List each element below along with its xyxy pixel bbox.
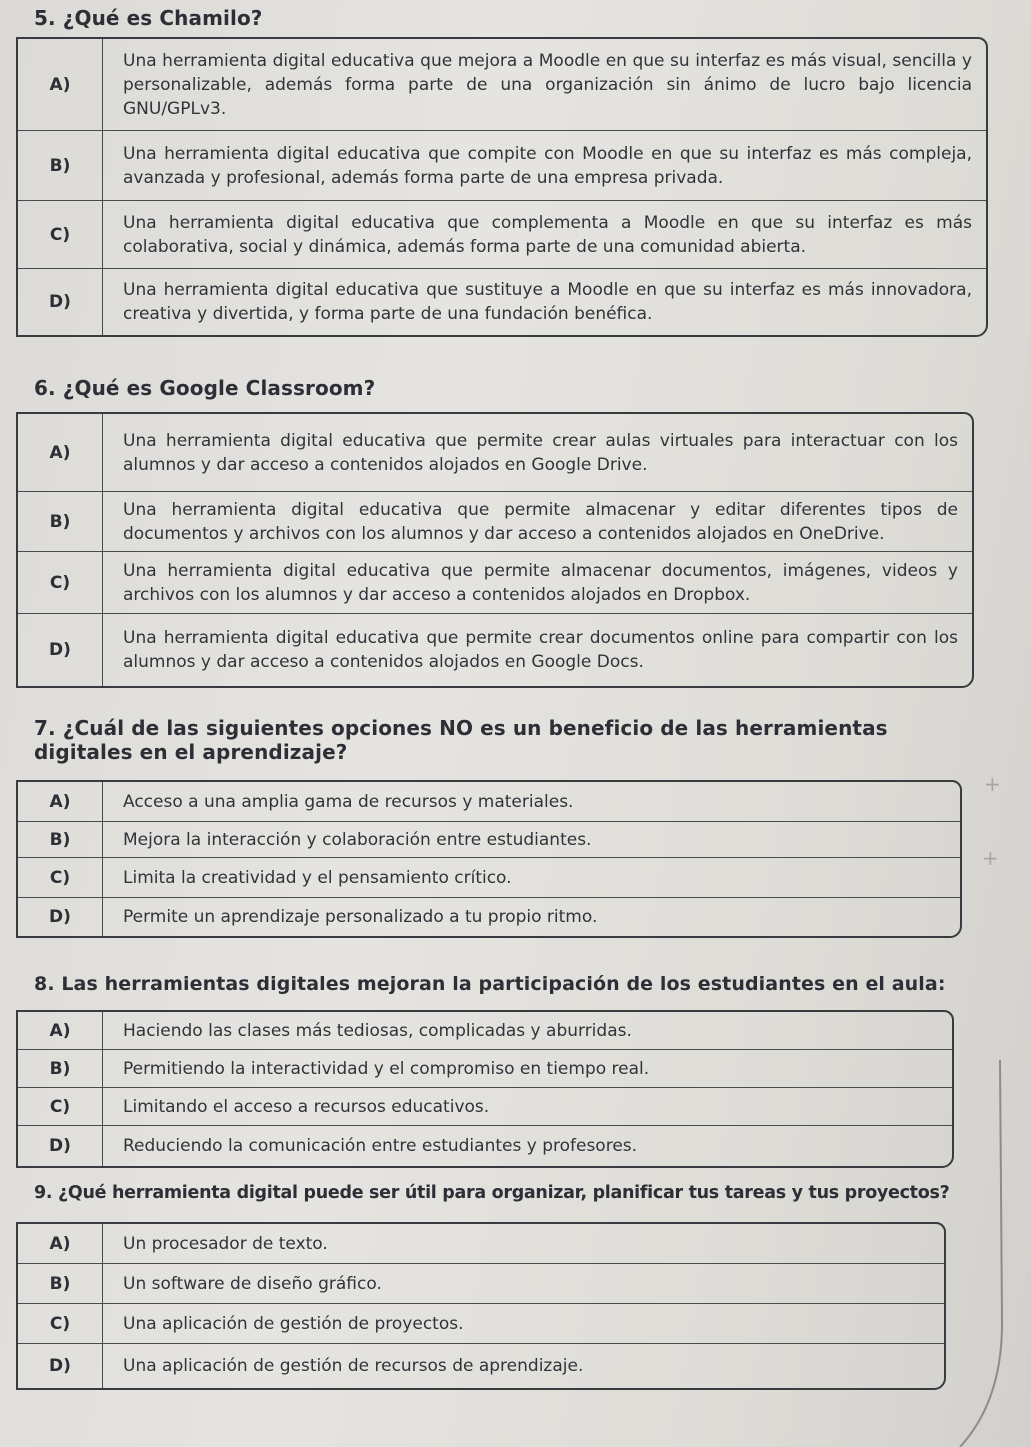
option-text: Reduciendo la comunicación entre estudiantes y profesores. xyxy=(123,1136,638,1156)
page-edge-curve xyxy=(930,1060,1031,1447)
question-title: 8. Las herramientas digitales mejoran la participación de los estudiantes en el aula: xyxy=(34,973,946,995)
option-text: Una herramienta digital educativa que complementa a Moodle en que su interfaz es más colaborativa, social y dinámica, además forma parte de una comunidad abierta. xyxy=(123,212,972,257)
option-text: Una herramienta digital educativa que compite con Moodle en que su interfaz es más compleja, avanzada y profesional, además forma parte de una empresa privada. xyxy=(123,143,972,188)
options-table xyxy=(16,412,974,688)
option-letter: C) xyxy=(18,201,103,268)
option-text: Una herramienta digital educativa que permite crear documentos online para compartir con los alumnos y dar acceso a contenidos alojados en Google Docs. xyxy=(123,628,958,672)
option-text: Permitiendo la interactividad y el compromiso en tiempo real. xyxy=(123,1058,650,1079)
option-text: Acceso a una amplia gama de recursos y materiales. xyxy=(123,791,574,812)
option-letter: D) xyxy=(18,614,103,686)
option-letter: D) xyxy=(18,269,103,335)
option-letter: D) xyxy=(18,898,103,936)
option-text: Una herramienta digital educativa que permite almacenar y editar diferentes tipos de documentos y archivos con los alumnos y dar acceso a contenidos alojados en OneDrive. xyxy=(123,499,958,544)
options-table xyxy=(16,780,962,938)
option-letter: A) xyxy=(18,782,103,821)
option-row-c[interactable] xyxy=(18,552,972,614)
option-row-c[interactable] xyxy=(18,1088,952,1126)
option-row-b[interactable] xyxy=(18,1050,952,1088)
option-row-a[interactable] xyxy=(18,39,986,131)
option-letter: C) xyxy=(18,858,103,897)
option-row-d[interactable] xyxy=(18,269,986,335)
option-letter: C) xyxy=(18,1304,103,1343)
option-row-b[interactable] xyxy=(18,822,960,858)
option-text: Una herramienta digital educativa que permite crear aulas virtuales para interactuar con los alumnos y dar acceso a contenidos alojados en Google Drive. xyxy=(123,430,958,475)
option-letter: D) xyxy=(18,1126,103,1166)
option-letter: B) xyxy=(18,1264,103,1303)
option-letter: B) xyxy=(18,1050,103,1087)
option-row-b[interactable] xyxy=(18,1264,944,1304)
option-row-a[interactable] xyxy=(18,1012,952,1050)
question-title: 6. ¿Qué es Google Classroom? xyxy=(34,376,376,400)
option-text: Una aplicación de gestión de recursos de aprendizaje. xyxy=(123,1356,584,1376)
option-row-a[interactable] xyxy=(18,414,972,492)
option-letter: C) xyxy=(18,1088,103,1125)
option-row-b[interactable] xyxy=(18,492,972,552)
option-letter: B) xyxy=(18,822,103,857)
option-letter: C) xyxy=(18,552,103,613)
options-table xyxy=(16,1222,946,1390)
option-row-b[interactable] xyxy=(18,131,986,201)
option-text: Permite un aprendizaje personalizado a tu propio ritmo. xyxy=(123,907,598,927)
option-row-d[interactable] xyxy=(18,1126,952,1166)
option-row-c[interactable] xyxy=(18,1304,944,1344)
option-text: Haciendo las clases más tediosas, complicadas y aburridas. xyxy=(123,1020,632,1041)
option-row-d[interactable] xyxy=(18,898,960,936)
option-text: Una herramienta digital educativa que sustituye a Moodle en que su interfaz es más innovadora, creativa y divertida, y forma parte de una fundación benéfica. xyxy=(123,280,972,324)
option-letter: B) xyxy=(18,131,103,200)
plus-mark-icon: + xyxy=(984,772,1001,796)
option-letter: A) xyxy=(18,39,103,130)
option-letter: A) xyxy=(18,1012,103,1049)
option-letter: A) xyxy=(18,414,103,491)
option-row-a[interactable] xyxy=(18,782,960,822)
option-text: Un procesador de texto. xyxy=(123,1233,328,1254)
option-letter: B) xyxy=(18,492,103,551)
option-text: Un software de diseño gráfico. xyxy=(123,1273,382,1294)
question-title: 5. ¿Qué es Chamilo? xyxy=(34,6,263,30)
option-row-d[interactable] xyxy=(18,614,972,686)
options-table xyxy=(16,1010,954,1168)
question-title: 7. ¿Cuál de las siguientes opciones NO es un beneficio de las herramientas digitales en el aprendizaje? xyxy=(34,716,888,764)
question-title: 9. ¿Qué herramienta digital puede ser útil para organizar, planificar tus tareas y tus proyectos? xyxy=(34,1183,950,1203)
option-letter: A) xyxy=(18,1224,103,1263)
option-text: Una aplicación de gestión de proyectos. xyxy=(123,1313,464,1334)
option-text: Una herramienta digital educativa que mejora a Moodle en que su interfaz es más visual, sencilla y personalizable, además forma parte de una organización sin ánimo de lucro bajo licencia GNU/GPLv3. xyxy=(123,50,972,119)
option-text: Mejora la interacción y colaboración entre estudiantes. xyxy=(123,829,592,850)
option-letter: D) xyxy=(18,1344,103,1388)
option-text: Limitando el acceso a recursos educativos. xyxy=(123,1096,490,1117)
plus-mark-icon: + xyxy=(982,846,999,870)
option-text: Limita la creatividad y el pensamiento crítico. xyxy=(123,867,512,888)
option-row-d[interactable] xyxy=(18,1344,944,1388)
option-row-c[interactable] xyxy=(18,201,986,269)
option-row-c[interactable] xyxy=(18,858,960,898)
option-row-a[interactable] xyxy=(18,1224,944,1264)
options-table xyxy=(16,37,988,337)
option-text: Una herramienta digital educativa que permite almacenar documentos, imágenes, videos y archivos con los alumnos y dar acceso a contenidos alojados en Dropbox. xyxy=(123,560,958,605)
